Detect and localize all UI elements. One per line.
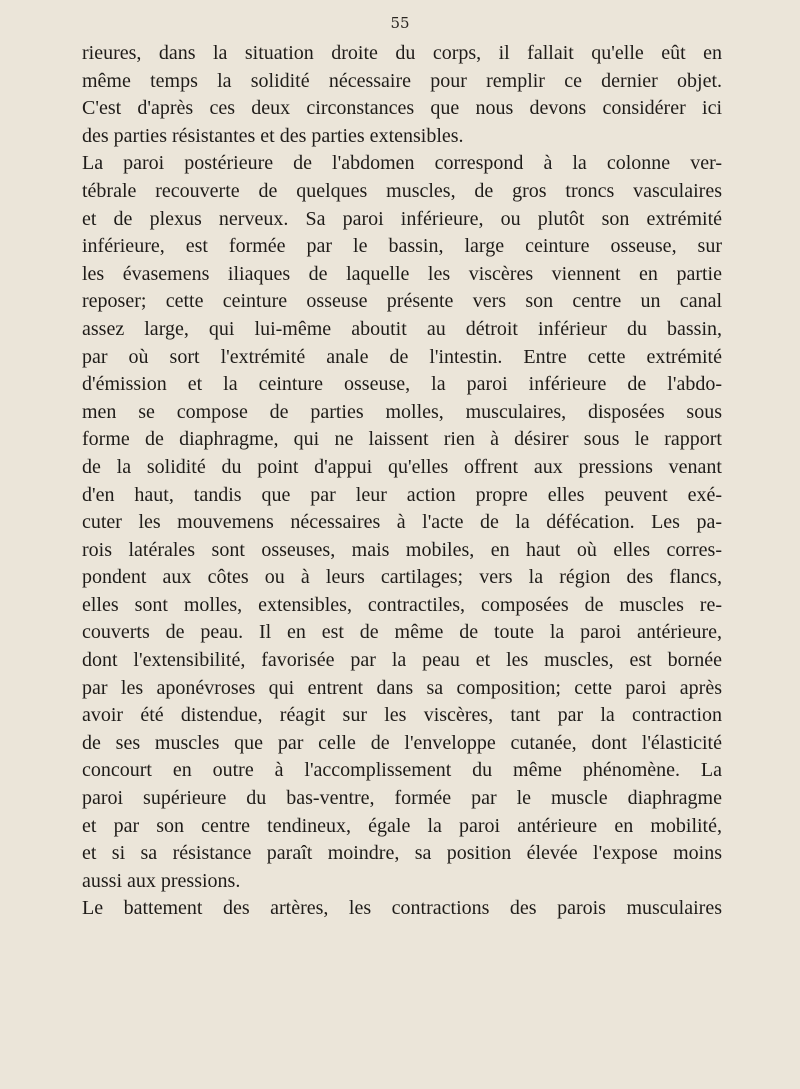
text-line: men se compose de parties molles, musculaires, disposées sous bbox=[82, 400, 722, 423]
text-line: les évasemens iliaques de laquelle les viscères viennent en partie bbox=[82, 262, 722, 285]
text-line: rieures, dans la situation droite du corps, il fallait qu'elle eût en bbox=[82, 42, 722, 64]
text-line: des parties résistantes et des parties extensibles. bbox=[82, 124, 464, 147]
text-line: et si sa résistance paraît moindre, sa position élevée l'expose moins bbox=[82, 842, 722, 865]
text-line: Le battement des artères, les contractions des parois musculaires bbox=[82, 897, 722, 920]
text-line: couverts de peau. Il en est de même de toute la paroi antérieure, bbox=[82, 621, 722, 644]
text-line: reposer; cette ceinture osseuse présente vers son centre un canal bbox=[82, 290, 722, 313]
text-line: même temps la solidité nécessaire pour remplir ce dernier objet. bbox=[82, 69, 722, 92]
text-line: dont l'extensibilité, favorisée par la peau et les muscles, est bornée bbox=[82, 649, 722, 672]
text-line: elles sont molles, extensibles, contractiles, composées de muscles re- bbox=[82, 593, 722, 616]
text-line: inférieure, est formée par le bassin, large ceinture osseuse, sur bbox=[82, 235, 722, 258]
page-number: 55 bbox=[390, 14, 410, 32]
text-line: par les aponévroses qui entrent dans sa composition; cette paroi après bbox=[82, 676, 722, 699]
text-line: tébrale recouverte de quelques muscles, de gros troncs vasculaires bbox=[82, 179, 722, 202]
text-line: C'est d'après ces deux circonstances que nous devons considérer ici bbox=[82, 97, 722, 120]
text-line: cuter les mouvemens nécessaires à l'acte de la défécation. Les pa- bbox=[82, 511, 722, 534]
text-line: La paroi postérieure de l'abdomen correspond à la colonne ver- bbox=[82, 152, 722, 175]
text-line: paroi supérieure du bas-ventre, formée par le muscle diaphragme bbox=[82, 787, 722, 810]
text-line: assez large, qui lui-même aboutit au détroit inférieur du bassin, bbox=[82, 317, 722, 340]
text-line: forme de diaphragme, qui ne laissent rien à désirer sous le rapport bbox=[82, 428, 722, 451]
text-line: d'émission et la ceinture osseuse, la paroi inférieure de l'abdo- bbox=[82, 373, 722, 396]
text-line: par où sort l'extrémité anale de l'intestin. Entre cette extrémité bbox=[82, 345, 722, 368]
text-line: rois latérales sont osseuses, mais mobiles, en haut où elles corres- bbox=[82, 538, 722, 561]
text-line: de la solidité du point d'appui qu'elles offrent aux pressions venant bbox=[82, 455, 722, 478]
text-line: d'en haut, tandis que par leur action propre elles peuvent exé- bbox=[82, 483, 722, 506]
body-text bbox=[82, 40, 722, 923]
text-line: et par son centre tendineux, égale la paroi antérieure en mobilité, bbox=[82, 814, 722, 837]
text-line: de ses muscles que par celle de l'enveloppe cutanée, dont l'élasticité bbox=[82, 731, 722, 754]
text-line: concourt en outre à l'accomplissement du même phénomène. La bbox=[82, 759, 722, 782]
text-line: aussi aux pressions. bbox=[82, 869, 241, 892]
text-line: pondent aux côtes ou à leurs cartilages; vers la région des flancs, bbox=[82, 566, 722, 589]
text-line: et de plexus nerveux. Sa paroi inférieure, ou plutôt son extrémité bbox=[82, 207, 722, 230]
text-line: avoir été distendue, réagit sur les viscères, tant par la contraction bbox=[82, 704, 722, 727]
